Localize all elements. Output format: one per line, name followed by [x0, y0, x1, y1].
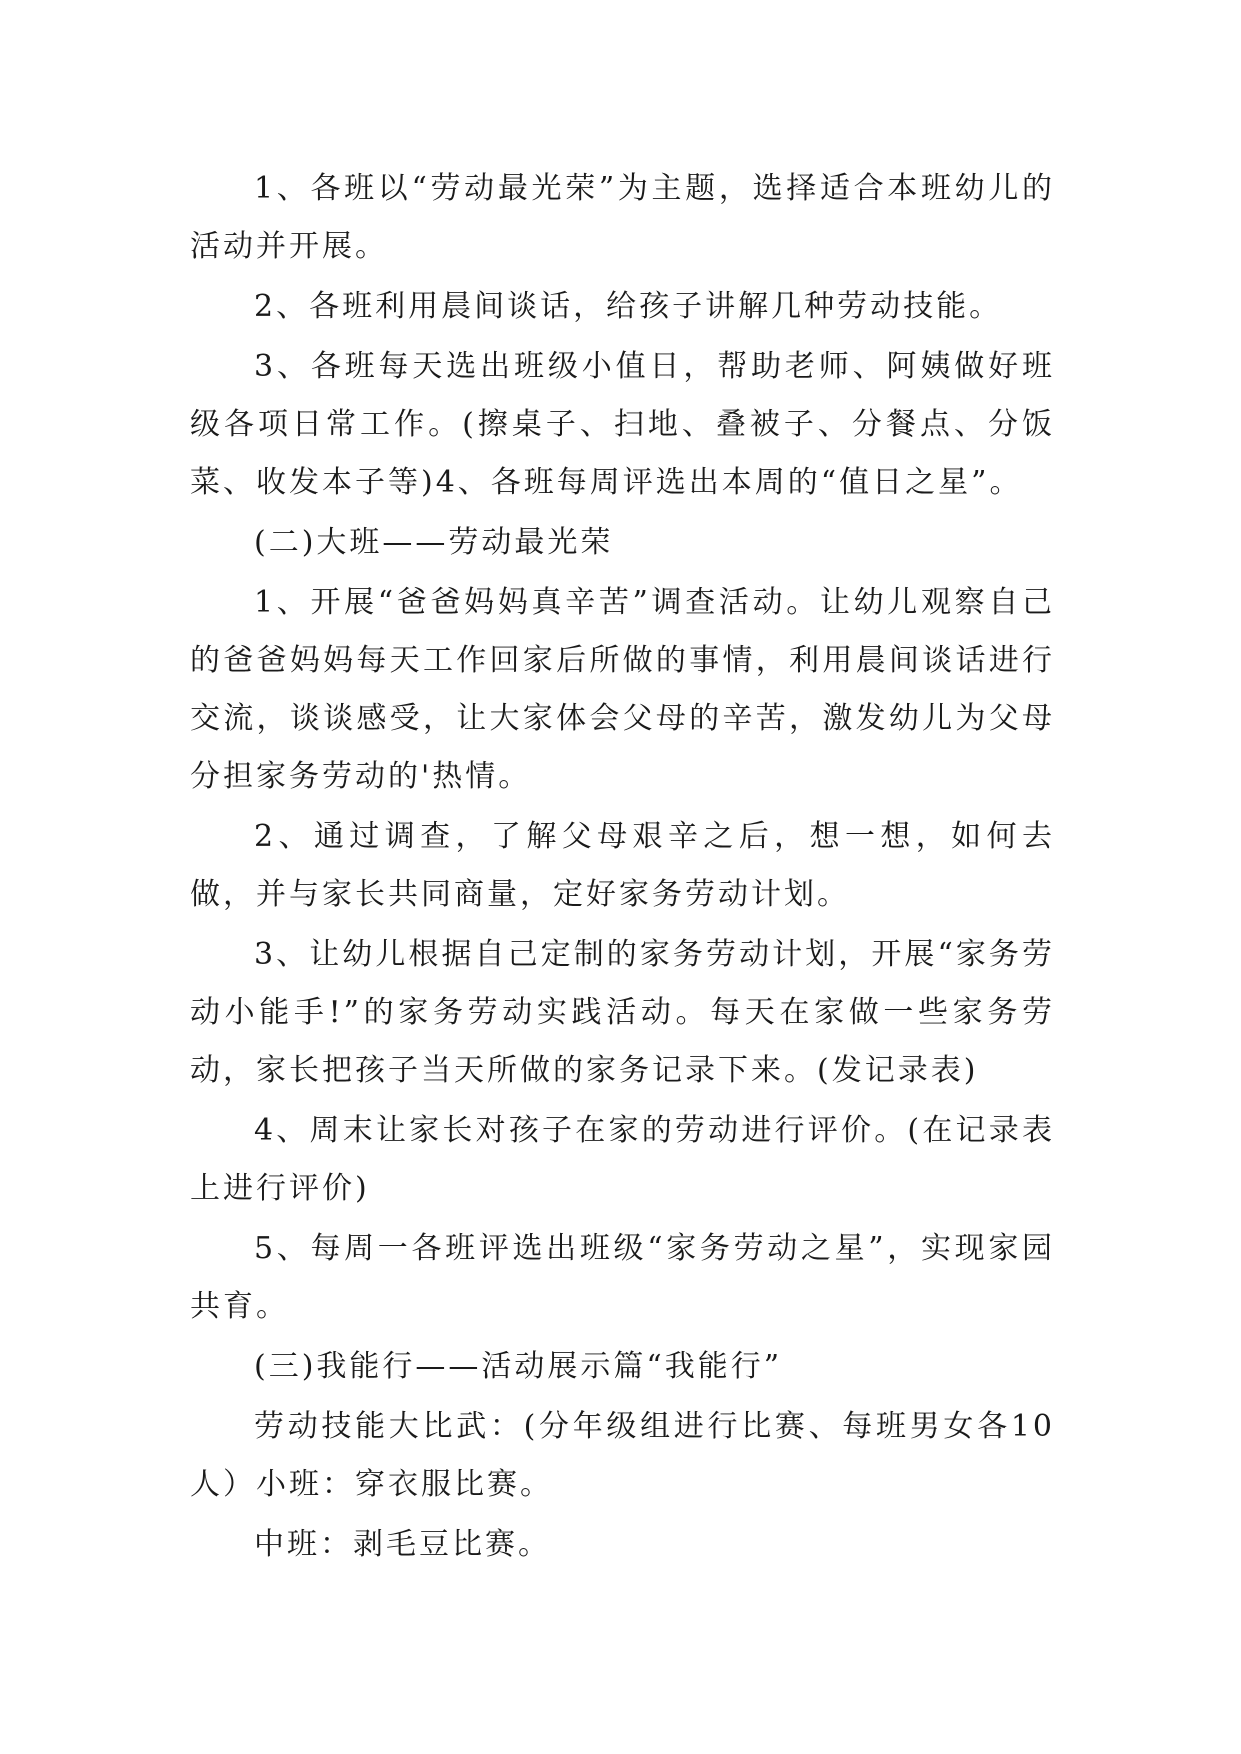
section-heading-3: (三)我能行——活动展示篇“我能行” [254, 1349, 783, 1384]
paragraph-5: 2、通过调查，了解父母艰辛之后，想一想，如何去做，并与家长共同商量，定好家务劳动计划。 [190, 819, 1055, 912]
document-body [190, 160, 1055, 1576]
paragraph-8: 5、每周一各班评选出班级“家务劳动之星”，实现家园共育。 [190, 1231, 1055, 1324]
section-heading-2: (二)大班——劳动最光荣 [254, 525, 614, 560]
paragraph-9: 劳动技能大比武：(分年级组进行比赛、每班男女各10人）小班：穿衣服比赛。 [190, 1409, 1055, 1502]
paragraph-10: 中班：剥毛豆比赛。 [254, 1527, 551, 1562]
paragraph-3: 3、各班每天选出班级小值日，帮助老师、阿姨做好班级各项日常工作。(擦桌子、扫地、叠被子、分餐点、分饭菜、收发本子等)4、各班每周评选出本周的“值日之星”。 [190, 349, 1055, 500]
paragraph-6: 3、让幼儿根据自己定制的家务劳动计划，开展“家务劳动小能手!”的家务劳动实践活动。每天在家做一些家务劳动，家长把孩子当天所做的家务记录下来。(发记录表) [190, 937, 1055, 1088]
paragraph-2: 2、各班利用晨间谈话，给孩子讲解几种劳动技能。 [254, 289, 1003, 324]
paragraph-4: 1、开展“爸爸妈妈真辛苦”调查活动。让幼儿观察自己的爸爸妈妈每天工作回家后所做的事情，利用晨间谈话进行交流，谈谈感受，让大家体会父母的辛苦，激发幼儿为父母分担家务劳动的'热情。 [190, 585, 1055, 794]
paragraph-7: 4、周末让家长对孩子在家的劳动进行评价。(在记录表上进行评价) [190, 1113, 1055, 1206]
paragraph-1: 1、各班以“劳动最光荣”为主题，选择适合本班幼儿的活动并开展。 [190, 171, 1055, 264]
